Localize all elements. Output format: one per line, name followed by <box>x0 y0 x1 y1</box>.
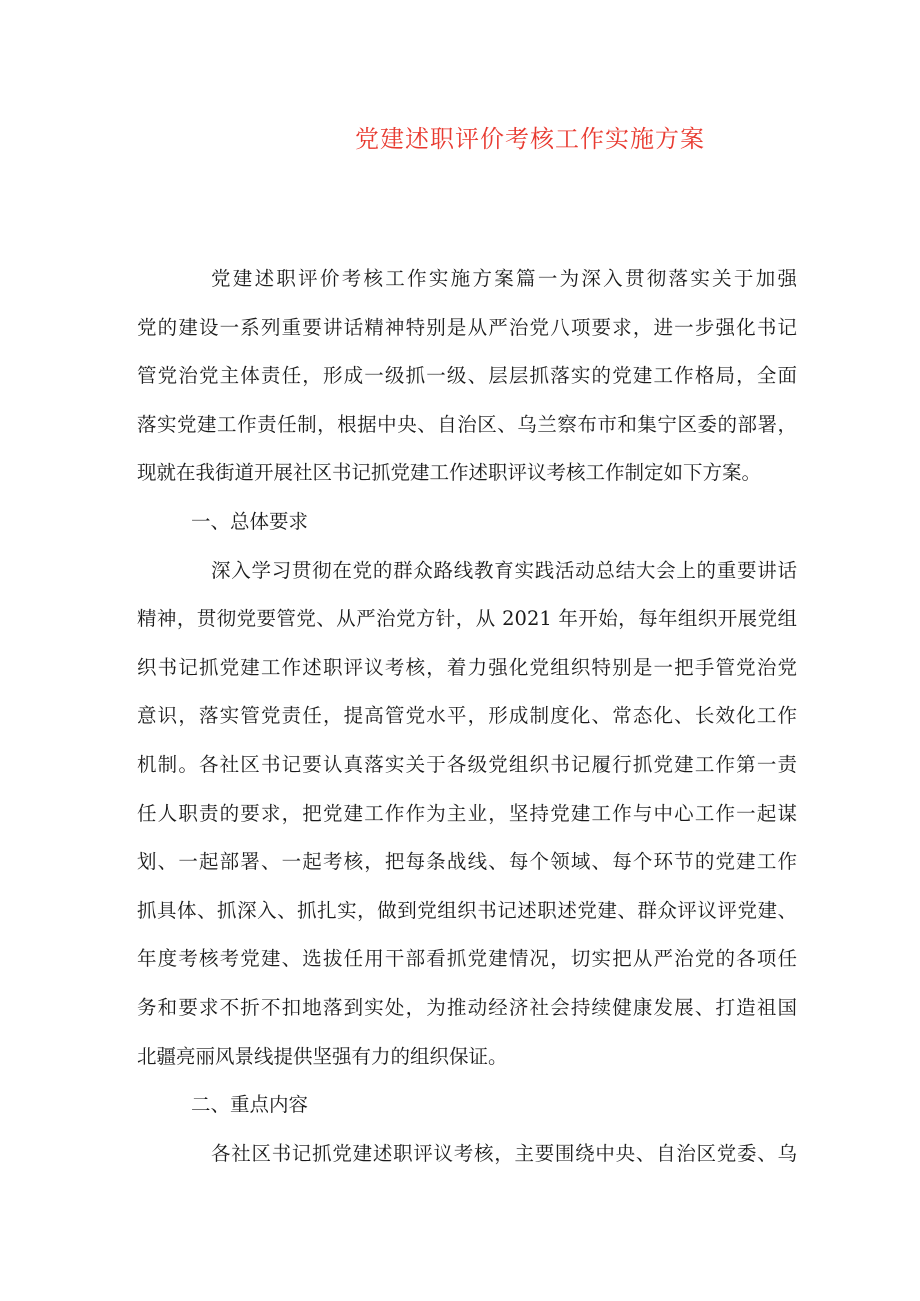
paragraph-line: 精神，贯彻党要管党、从严治党方针，从 2021 年开始，每年组织开展党组 <box>137 607 797 631</box>
paragraph-line: 年度考核考党建、选拔任用干部看抓党建情况，切实把从严治党的各项任 <box>137 947 797 971</box>
paragraph-line: 管党治党主体责任，形成一级抓一级、层层抓落实的党建工作格局，全面 <box>137 364 797 388</box>
paragraph-line: 意识，落实管党责任，提高管党水平，形成制度化、常态化、长效化工作 <box>137 704 797 728</box>
paragraph-line: 落实党建工作责任制，根据中央、自治区、乌兰察布市和集宁区委的部署， <box>137 412 797 436</box>
paragraph-line: 党建述职评价考核工作实施方案篇一为深入贯彻落实关于加强 <box>211 267 797 290</box>
paragraph-line: 抓具体、抓深入、抓扎实，做到党组织书记述职述党建、群众评议评党建、 <box>137 898 797 922</box>
paragraph-line: 务和要求不折不扣地落到实处，为推动经济社会持续健康发展、打造祖国 <box>137 995 797 1019</box>
paragraph-line: 党的建设一系列重要讲话精神特别是从严治党八项要求，进一步强化书记 <box>137 315 797 339</box>
document-body <box>137 262 797 1185</box>
paragraph-line: 任人职责的要求，把党建工作作为主业，坚持党建工作与中心工作一起谋 <box>137 801 797 825</box>
paragraph-line: 机制。各社区书记要认真落实关于各级党组织书记履行抓党建工作第一责 <box>137 752 797 776</box>
paragraph-line: 织书记抓党建工作述职评议考核，着力强化党组织特别是一把手管党治党 <box>137 655 797 679</box>
section-heading: 二、重点内容 <box>191 1093 309 1117</box>
section-heading: 一、总体要求 <box>191 509 309 533</box>
paragraph-line: 深入学习贯彻在党的群众路线教育实践活动总结大会上的重要讲话 <box>211 558 797 582</box>
paragraph-line: 划、一起部署、一起考核，把每条战线、每个领域、每个环节的党建工作 <box>137 850 797 874</box>
paragraph-line: 现就在我街道开展社区书记抓党建工作述职评议考核工作制定如下方案。 <box>137 461 762 485</box>
paragraph-line: 北疆亮丽风景线提供坚强有力的组织保证。 <box>137 1044 508 1068</box>
paragraph-line: 各社区书记抓党建述职评议考核，主要围绕中央、自治区党委、乌 <box>211 1141 797 1165</box>
document-title: 党建述职评价考核工作实施方案 <box>355 125 705 153</box>
